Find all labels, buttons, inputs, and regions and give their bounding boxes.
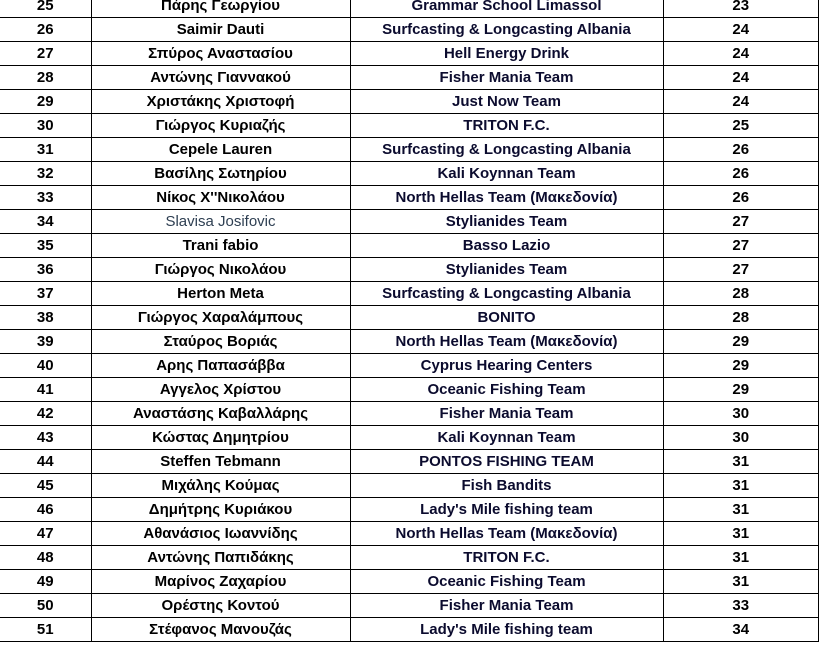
rank-cell: 30 bbox=[0, 114, 91, 138]
table-row bbox=[0, 546, 819, 570]
score-cell: 26 bbox=[663, 186, 819, 210]
rank-cell: 43 bbox=[0, 426, 91, 450]
score-cell: 24 bbox=[663, 18, 819, 42]
score-cell: 23 bbox=[663, 0, 819, 18]
table-row bbox=[0, 90, 819, 114]
table-row bbox=[0, 378, 819, 402]
score-cell: 26 bbox=[663, 138, 819, 162]
rank-cell: 29 bbox=[0, 90, 91, 114]
competitor-name-cell: Saimir Dauti bbox=[91, 18, 350, 42]
competitor-name-cell: Αθανάσιος Ιωαννίδης bbox=[91, 522, 350, 546]
score-cell: 31 bbox=[663, 522, 819, 546]
team-name-cell: Fish Bandits bbox=[350, 474, 663, 498]
table-row bbox=[0, 42, 819, 66]
competitor-name-cell: Αντώνης Παπιδάκης bbox=[91, 546, 350, 570]
score-cell: 31 bbox=[663, 546, 819, 570]
rank-cell: 51 bbox=[0, 618, 91, 642]
rank-cell: 28 bbox=[0, 66, 91, 90]
competitor-name-cell: Σπύρος Αναστασίου bbox=[91, 42, 350, 66]
table-row bbox=[0, 330, 819, 354]
team-name-cell: Surfcasting & Longcasting Albania bbox=[350, 282, 663, 306]
rank-cell: 37 bbox=[0, 282, 91, 306]
competitor-name-cell: Κώστας Δημητρίου bbox=[91, 426, 350, 450]
table-row bbox=[0, 570, 819, 594]
rank-cell: 49 bbox=[0, 570, 91, 594]
score-cell: 27 bbox=[663, 234, 819, 258]
team-name-cell: North Hellas Team (Μακεδονία) bbox=[350, 330, 663, 354]
table-row bbox=[0, 522, 819, 546]
competitor-name-cell: Γιώργος Νικολάου bbox=[91, 258, 350, 282]
team-name-cell: Kali Koynnan Team bbox=[350, 426, 663, 450]
competitor-name-cell: Slavisa Josifovic bbox=[91, 210, 350, 234]
competitor-name-cell: Αγγελος Χρίστου bbox=[91, 378, 350, 402]
rank-cell: 39 bbox=[0, 330, 91, 354]
rank-cell: 26 bbox=[0, 18, 91, 42]
team-name-cell: Basso Lazio bbox=[350, 234, 663, 258]
table-row bbox=[0, 258, 819, 282]
team-name-cell: Oceanic Fishing Team bbox=[350, 378, 663, 402]
team-name-cell: Lady's Mile fishing team bbox=[350, 618, 663, 642]
rank-cell: 42 bbox=[0, 402, 91, 426]
rank-cell: 50 bbox=[0, 594, 91, 618]
rank-cell: 46 bbox=[0, 498, 91, 522]
table-row bbox=[0, 498, 819, 522]
table-row bbox=[0, 402, 819, 426]
competitor-name-cell: Γιώργος Κυριαζής bbox=[91, 114, 350, 138]
table-row bbox=[0, 0, 819, 18]
table-row bbox=[0, 114, 819, 138]
table-row bbox=[0, 18, 819, 42]
score-cell: 31 bbox=[663, 474, 819, 498]
competitor-name-cell: Herton Meta bbox=[91, 282, 350, 306]
score-cell: 30 bbox=[663, 426, 819, 450]
score-cell: 26 bbox=[663, 162, 819, 186]
rank-cell: 41 bbox=[0, 378, 91, 402]
score-cell: 24 bbox=[663, 66, 819, 90]
rank-cell: 25 bbox=[0, 0, 91, 18]
competitor-name-cell: Μαρίνος Ζαχαρίου bbox=[91, 570, 350, 594]
rank-cell: 35 bbox=[0, 234, 91, 258]
competitor-name-cell: Αναστάσης Καβαλλάρης bbox=[91, 402, 350, 426]
score-cell: 31 bbox=[663, 570, 819, 594]
score-cell: 29 bbox=[663, 354, 819, 378]
score-cell: 29 bbox=[663, 330, 819, 354]
team-name-cell: Fisher Mania Team bbox=[350, 594, 663, 618]
table-row bbox=[0, 210, 819, 234]
team-name-cell: Surfcasting & Longcasting Albania bbox=[350, 18, 663, 42]
team-name-cell: Hell Energy Drink bbox=[350, 42, 663, 66]
team-name-cell: Fisher Mania Team bbox=[350, 66, 663, 90]
score-cell: 28 bbox=[663, 306, 819, 330]
competitor-name-cell: Ορέστης Κοντού bbox=[91, 594, 350, 618]
table-row bbox=[0, 66, 819, 90]
rank-cell: 32 bbox=[0, 162, 91, 186]
table-row bbox=[0, 306, 819, 330]
competitor-name-cell: Αντώνης Γιαννακού bbox=[91, 66, 350, 90]
table-row bbox=[0, 474, 819, 498]
table-row bbox=[0, 138, 819, 162]
team-name-cell: North Hellas Team (Μακεδονία) bbox=[350, 522, 663, 546]
competitor-name-cell: Νίκος Χ''Νικολάου bbox=[91, 186, 350, 210]
competitor-name-cell: Cepele Lauren bbox=[91, 138, 350, 162]
score-cell: 29 bbox=[663, 378, 819, 402]
competitor-name-cell: Trani fabio bbox=[91, 234, 350, 258]
competitor-name-cell: Γιώργος Χαραλάμπους bbox=[91, 306, 350, 330]
table-row bbox=[0, 234, 819, 258]
team-name-cell: Just Now Team bbox=[350, 90, 663, 114]
score-cell: 27 bbox=[663, 258, 819, 282]
table-row bbox=[0, 282, 819, 306]
score-cell: 28 bbox=[663, 282, 819, 306]
score-cell: 24 bbox=[663, 90, 819, 114]
team-name-cell: TRITON F.C. bbox=[350, 114, 663, 138]
competitor-name-cell: Δημήτρης Κυριάκου bbox=[91, 498, 350, 522]
score-cell: 31 bbox=[663, 450, 819, 474]
rank-cell: 38 bbox=[0, 306, 91, 330]
competitor-name-cell: Μιχάλης Κούμας bbox=[91, 474, 350, 498]
score-cell: 27 bbox=[663, 210, 819, 234]
team-name-cell: PONTOS FISHING TEAM bbox=[350, 450, 663, 474]
table-row bbox=[0, 450, 819, 474]
score-cell: 30 bbox=[663, 402, 819, 426]
team-name-cell: Surfcasting & Longcasting Albania bbox=[350, 138, 663, 162]
rank-cell: 27 bbox=[0, 42, 91, 66]
team-name-cell: BONITO bbox=[350, 306, 663, 330]
rank-cell: 48 bbox=[0, 546, 91, 570]
team-name-cell: Stylianides Team bbox=[350, 210, 663, 234]
team-name-cell: Cyprus Hearing Centers bbox=[350, 354, 663, 378]
score-cell: 31 bbox=[663, 498, 819, 522]
rank-cell: 36 bbox=[0, 258, 91, 282]
competitor-name-cell: Στέφανος Μανουζάς bbox=[91, 618, 350, 642]
team-name-cell: Stylianides Team bbox=[350, 258, 663, 282]
team-name-cell: Lady's Mile fishing team bbox=[350, 498, 663, 522]
competitor-name-cell: Αρης Παπασάββα bbox=[91, 354, 350, 378]
rank-cell: 44 bbox=[0, 450, 91, 474]
rank-cell: 33 bbox=[0, 186, 91, 210]
competitor-name-cell: Βασίλης Σωτηρίου bbox=[91, 162, 350, 186]
team-name-cell: TRITON F.C. bbox=[350, 546, 663, 570]
team-name-cell: Kali Koynnan Team bbox=[350, 162, 663, 186]
score-cell: 34 bbox=[663, 618, 819, 642]
team-name-cell: North Hellas Team (Μακεδονία) bbox=[350, 186, 663, 210]
table-row bbox=[0, 162, 819, 186]
competitor-name-cell: Σταύρος Βοριάς bbox=[91, 330, 350, 354]
team-name-cell: Fisher Mania Team bbox=[350, 402, 663, 426]
rank-cell: 31 bbox=[0, 138, 91, 162]
table-row bbox=[0, 354, 819, 378]
rank-cell: 40 bbox=[0, 354, 91, 378]
rank-cell: 45 bbox=[0, 474, 91, 498]
score-cell: 33 bbox=[663, 594, 819, 618]
rank-cell: 34 bbox=[0, 210, 91, 234]
team-name-cell: Grammar School Limassol bbox=[350, 0, 663, 18]
score-cell: 25 bbox=[663, 114, 819, 138]
rank-cell: 47 bbox=[0, 522, 91, 546]
table-row bbox=[0, 186, 819, 210]
table-row bbox=[0, 426, 819, 450]
score-cell: 24 bbox=[663, 42, 819, 66]
competitor-name-cell: Χριστάκης Χριστοφή bbox=[91, 90, 350, 114]
table-row bbox=[0, 594, 819, 618]
competitor-name-cell: Πάρης Γεωργίου bbox=[91, 0, 350, 18]
table-row bbox=[0, 618, 819, 642]
competitor-name-cell: Steffen Tebmann bbox=[91, 450, 350, 474]
team-name-cell: Oceanic Fishing Team bbox=[350, 570, 663, 594]
